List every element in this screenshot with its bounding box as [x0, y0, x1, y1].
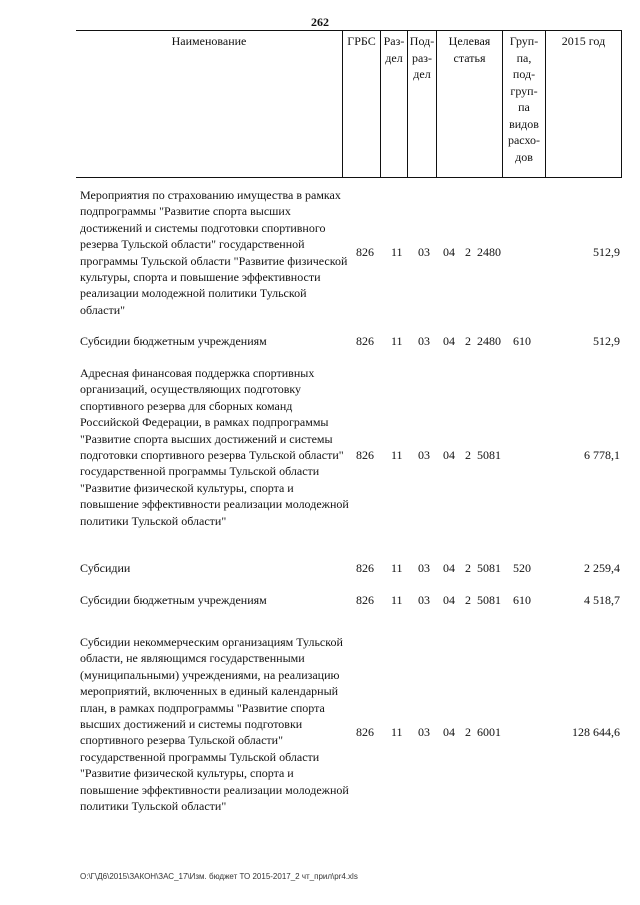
row-sum: 128 644,6 [572, 725, 620, 739]
row-podrazdel: 03 [418, 245, 430, 259]
row-podrazdel: 03 [418, 334, 430, 348]
row-cs-subprogram: 2 [465, 334, 471, 348]
header-tselevaya-statya: Целевая статья [436, 31, 502, 178]
header-razdel: Раз- дел [380, 31, 407, 178]
row-grbs: 826 [356, 334, 374, 348]
row-cs-program: 04 [443, 334, 455, 348]
row-grbs: 826 [356, 593, 374, 607]
row-cs-direction: 6001 [477, 725, 501, 739]
row-cs-direction: 5081 [477, 561, 501, 575]
row-podrazdel: 03 [418, 448, 430, 462]
row-vr: 610 [513, 334, 531, 348]
row-cs-program: 04 [443, 448, 455, 462]
table-row [80, 634, 620, 834]
file-path-footer: O:\Г\Д6\2015\ЗАКОН\ЗАС_17\Изм. бюджет ТО 2015-2017_2 чт_прил\pr4.xls [80, 872, 358, 881]
row-podrazdel: 03 [418, 593, 430, 607]
row-razdel: 11 [391, 334, 403, 348]
row-grbs: 826 [356, 725, 374, 739]
row-cs-subprogram: 2 [465, 725, 471, 739]
table-row [80, 187, 620, 319]
row-cs-direction: 2480 [477, 334, 501, 348]
row-cs-direction: 5081 [477, 448, 501, 462]
row-razdel: 11 [391, 245, 403, 259]
table-header [76, 30, 622, 178]
row-razdel: 11 [391, 448, 403, 462]
row-cs-direction: 5081 [477, 593, 501, 607]
row-cs-program: 04 [443, 561, 455, 575]
table-row [80, 365, 620, 545]
row-razdel: 11 [391, 593, 403, 607]
row-name: Субсидии некоммерческим организациям Тульской области, не являющимся государственными (муниципальными) учреждениями, на реализацию мероприятий, включенных в единый календарный план, в рамках подпрограммы "Развитие спорта высших достижений и системы подготовки спортивного резерва Тульской области" государственной программы Тульской области "Развитие физической культуры, спорта и повышение эффективности реализации молодежной политики Тульской области" [80, 635, 349, 814]
row-cs-program: 04 [443, 593, 455, 607]
row-vr: 610 [513, 593, 531, 607]
table-row [80, 560, 620, 578]
row-name: Субсидии [80, 561, 131, 575]
row-grbs: 826 [356, 245, 374, 259]
row-podrazdel: 03 [418, 561, 430, 575]
header-podrazdel: Под- раз- дел [407, 31, 436, 178]
row-sum: 512,9 [593, 245, 620, 259]
row-cs-subprogram: 2 [465, 448, 471, 462]
row-grbs: 826 [356, 561, 374, 575]
row-name: Мероприятия по страхованию имущества в рамках подпрограммы "Развитие спорта высших достижений и системы подготовки спортивного резерва Тульской области" государственной программы Тульской области "Развитие физической культуры, спорта и повышение эффективности реализации молодежной политики Тульской области" [80, 188, 348, 317]
row-razdel: 11 [391, 561, 403, 575]
table-row [80, 333, 620, 351]
table-row [80, 592, 620, 610]
header-name: Наименование [171, 34, 247, 48]
row-cs-program: 04 [443, 245, 455, 259]
row-name: Субсидии бюджетным учреждениям [80, 593, 267, 607]
row-cs-subprogram: 2 [465, 593, 471, 607]
header-grbs: ГРБС [342, 31, 380, 178]
row-sum: 2 259,4 [584, 561, 620, 575]
row-podrazdel: 03 [418, 725, 430, 739]
header-year: 2015 год [545, 31, 622, 178]
header-gruppa-vidov: Груп- па, под- груп- па видов расхо- дов [502, 31, 545, 178]
row-razdel: 11 [391, 725, 403, 739]
row-cs-direction: 2480 [477, 245, 501, 259]
row-sum: 512,9 [593, 334, 620, 348]
page-number: 262 [311, 15, 329, 29]
row-name: Субсидии бюджетным учреждениям [80, 334, 267, 348]
row-sum: 4 518,7 [584, 593, 620, 607]
row-grbs: 826 [356, 448, 374, 462]
row-sum: 6 778,1 [584, 448, 620, 462]
row-cs-subprogram: 2 [465, 561, 471, 575]
row-vr: 520 [513, 561, 531, 575]
row-name: Адресная финансовая поддержка спортивных организаций, осуществляющих подготовку спортивного резерва для сборных команд Российской Федерации, в рамках подпрограммы "Развитие спорта высших достижений и системы подготовки спортивного резерва Тульской области" государственной программы Тульской области "Развитие физической культуры, спорта и повышение эффективности реализации молодежной политики Тульской области" [80, 366, 349, 528]
row-cs-subprogram: 2 [465, 245, 471, 259]
row-cs-program: 04 [443, 725, 455, 739]
